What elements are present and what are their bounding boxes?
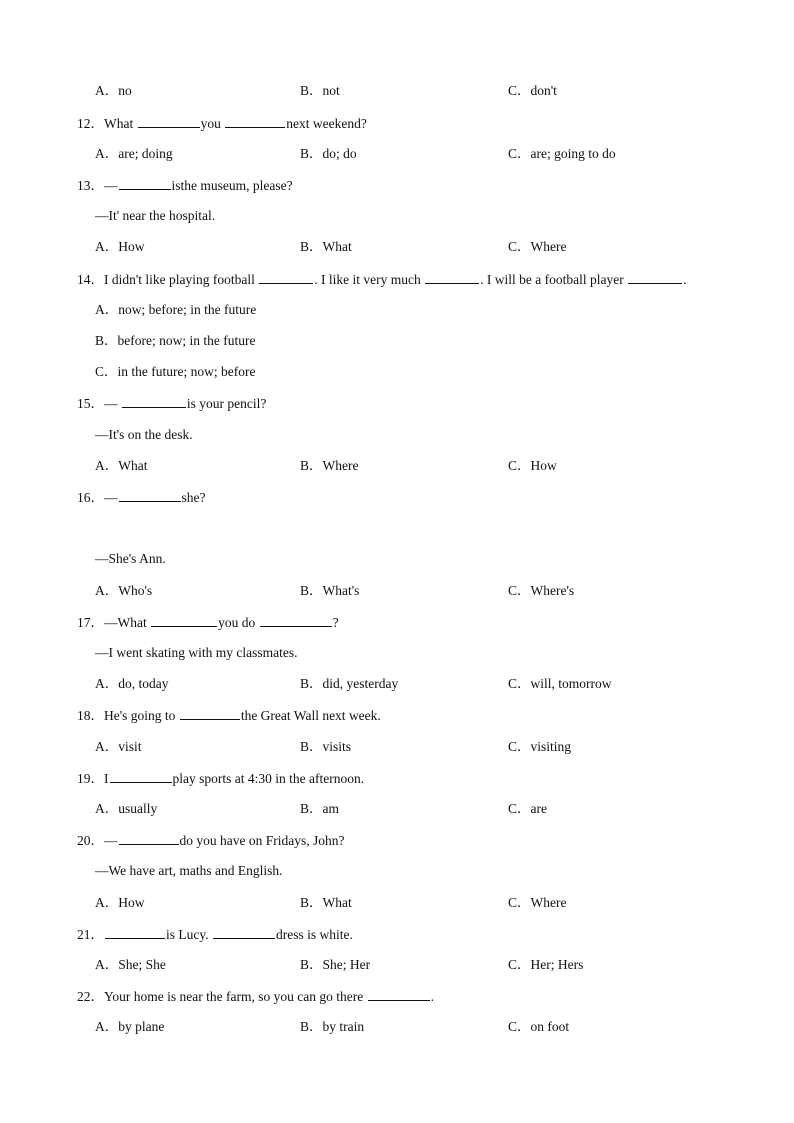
question-number: 19． <box>77 771 104 786</box>
q11-option-a: A．no <box>95 83 132 98</box>
question-number: 21． <box>77 927 104 942</box>
q11-option-b: B．not <box>300 83 340 98</box>
question-21: 21． is Lucy. dress is white. <box>77 927 353 942</box>
question-number: 16． <box>77 490 104 505</box>
q13-response: —It' near the hospital. <box>95 208 216 223</box>
q18-option-c: C．visiting <box>508 739 572 754</box>
q15-response: —It's on the desk. <box>95 427 193 442</box>
q20-option-a: A．How <box>95 895 145 910</box>
q15-option-c: C．How <box>508 458 557 473</box>
answer-blank <box>225 115 285 128</box>
question-20: 20．— do you have on Fridays, John? <box>77 833 345 848</box>
answer-blank <box>105 926 165 939</box>
q21-option-b: B．She; Her <box>300 957 371 972</box>
question-19: 19．I play sports at 4:30 in the afternoon. <box>77 771 365 786</box>
question-number: 18． <box>77 708 104 723</box>
answer-blank <box>119 489 181 502</box>
answer-blank <box>368 988 430 1001</box>
q15-option-b: B．Where <box>300 458 359 473</box>
answer-blank <box>213 926 275 939</box>
q17-response: —I went skating with my classmates. <box>95 645 298 660</box>
answer-blank <box>119 177 171 190</box>
q22-option-b: B．by train <box>300 1019 365 1034</box>
answer-blank <box>110 770 172 783</box>
q16-response: —She's Ann. <box>95 551 166 566</box>
q18-option-a: A．visit <box>95 739 142 754</box>
answer-blank <box>138 115 200 128</box>
answer-blank <box>122 395 186 408</box>
q22-option-a: A．by plane <box>95 1019 165 1034</box>
q15-option-a: A．What <box>95 458 148 473</box>
q19-option-a: A．usually <box>95 801 158 816</box>
question-number: 20． <box>77 833 104 848</box>
q12-option-a: A．are; doing <box>95 146 173 161</box>
q14-option-b: B．before; now; in the future <box>95 333 256 348</box>
question-13: 13．— isthe museum, please? <box>77 178 293 193</box>
q20-option-c: C．Where <box>508 895 567 910</box>
q14-option-c: C．in the future; now; before <box>95 364 256 379</box>
question-14: 14．I didn't like playing football . I like it very much . I will be a football player . <box>77 272 687 287</box>
q14-option-a: A．now; before; in the future <box>95 302 257 317</box>
q20-response: —We have art, maths and English. <box>95 863 283 878</box>
question-22: 22．Your home is near the farm, so you can go there . <box>77 989 434 1004</box>
q17-option-c: C．will, tomorrow <box>508 676 612 691</box>
question-17: 17．—What you do ? <box>77 615 339 630</box>
q18-option-b: B．visits <box>300 739 352 754</box>
q20-option-b: B．What <box>300 895 352 910</box>
question-number: 15． <box>77 396 104 411</box>
question-number: 14． <box>77 272 104 287</box>
q19-option-c: C．are <box>508 801 547 816</box>
answer-blank <box>119 832 179 845</box>
q21-option-c: C．Her; Hers <box>508 957 584 972</box>
q13-option-a: A．How <box>95 239 145 254</box>
q17-option-a: A．do, today <box>95 676 169 691</box>
answer-blank <box>260 614 332 627</box>
question-number: 13． <box>77 178 104 193</box>
question-18: 18．He's going to the Great Wall next week. <box>77 708 381 723</box>
q17-option-b: B．did, yesterday <box>300 676 399 691</box>
q16-option-c: C．Where's <box>508 583 575 598</box>
answer-blank <box>151 614 217 627</box>
question-number: 22． <box>77 989 104 1004</box>
question-12: 12．What you next weekend? <box>77 116 367 131</box>
q19-option-b: B．am <box>300 801 339 816</box>
answer-blank <box>180 707 240 720</box>
q16-option-a: A．Who's <box>95 583 153 598</box>
q11-option-c: C．don't <box>508 83 557 98</box>
answer-blank <box>628 271 682 284</box>
q12-option-c: C．are; going to do <box>508 146 616 161</box>
question-number: 17． <box>77 615 104 630</box>
answer-blank <box>259 271 313 284</box>
question-number: 12． <box>77 116 104 131</box>
question-16: 16．— she? <box>77 490 206 505</box>
q16-option-b: B．What's <box>300 583 360 598</box>
q12-option-b: B．do; do <box>300 146 357 161</box>
q13-option-b: B．What <box>300 239 352 254</box>
q21-option-a: A．She; She <box>95 957 166 972</box>
question-15: 15．— is your pencil? <box>77 396 267 411</box>
answer-blank <box>425 271 479 284</box>
q13-option-c: C．Where <box>508 239 567 254</box>
q22-option-c: C．on foot <box>508 1019 570 1034</box>
